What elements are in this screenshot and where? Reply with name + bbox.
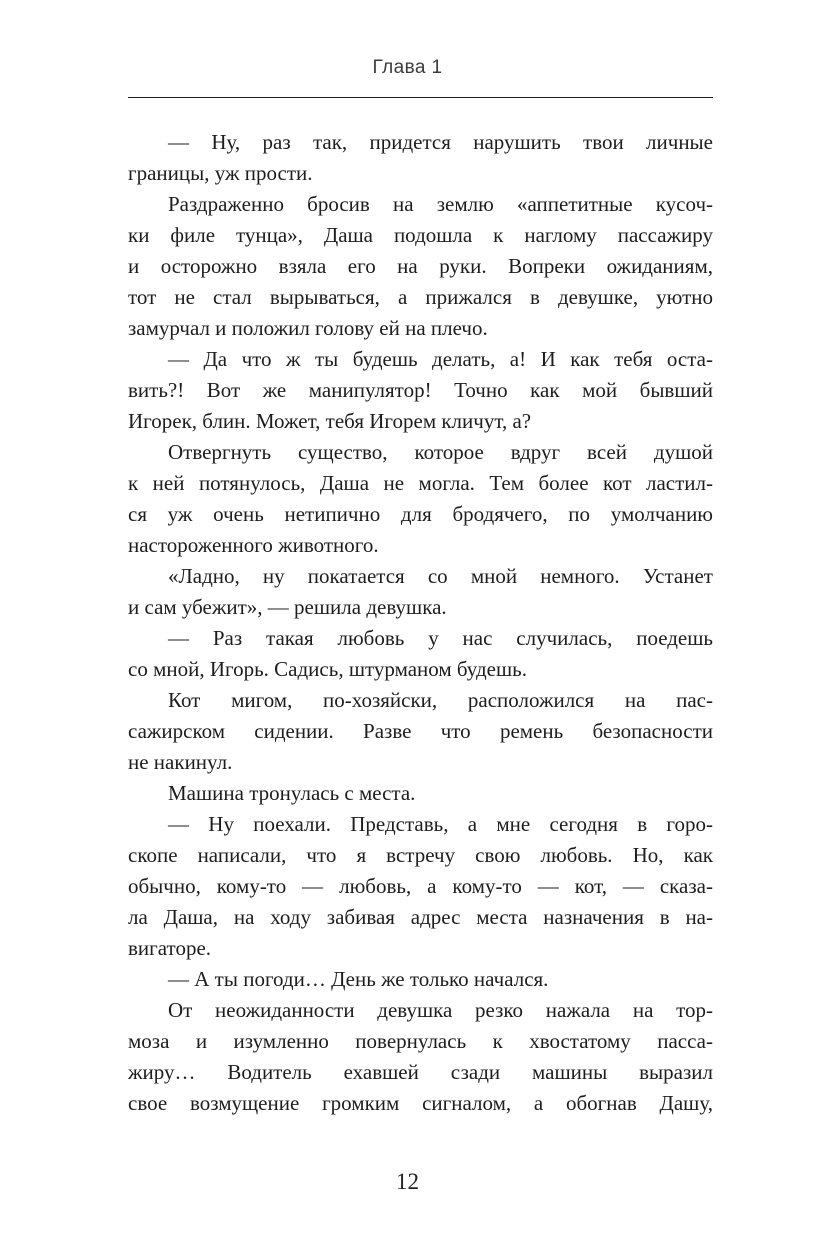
text-line: сажирском сидении. Разве что ремень безопасности — [128, 719, 713, 743]
text-line: настороженного животного. — [128, 533, 379, 557]
paragraph — [128, 964, 713, 995]
paragraph — [128, 561, 713, 623]
text-line: — А ты погоди… День же только начался. — [168, 967, 549, 991]
text-line: — Раз такая любовь у нас случилась, поедешь — [168, 626, 713, 650]
text-line: ла Даша, на ходу забивая адрес места назначения в на- — [128, 905, 713, 929]
text-line: скопе написали, что я встречу свою любовь. Но, как — [128, 843, 713, 867]
text-line: вить?! Вот же манипулятор! Точно как мой бывший — [128, 378, 713, 402]
text-line: и сам убежит», — решила девушка. — [128, 595, 447, 619]
page-number: 12 — [396, 1169, 419, 1194]
text-line: Игорек, блин. Может, тебя Игорем кличут, а? — [128, 409, 532, 433]
text-line: Отвергнуть существо, которое вдруг всей душой — [168, 440, 713, 464]
text-line: От неожиданности девушка резко нажала на тор- — [168, 998, 713, 1022]
text-line: границы, уж прости. — [128, 161, 313, 185]
paragraph — [128, 995, 713, 1119]
chapter-header: Глава 1 — [372, 57, 443, 78]
text-line: свое возмущение громким сигналом, а обогнав Дашу, — [128, 1091, 713, 1115]
paragraph — [128, 623, 713, 685]
text-line: и осторожно взяла его на руки. Вопреки ожиданиям, — [128, 254, 713, 278]
text-line: Машина тронулась с места. — [168, 781, 416, 805]
text-line: жиру… Водитель ехавшей сзади машины выразил — [128, 1060, 713, 1084]
text-line: тот не стал вырываться, а прижался в девушке, уютно — [128, 285, 713, 309]
text-line: ки филе тунца», Даша подошла к наглому пассажиру — [128, 223, 713, 247]
paragraph — [128, 778, 713, 809]
text-line: вигаторе. — [128, 936, 212, 960]
text-line: ся уж очень нетипично для бродячего, по умолчанию — [128, 502, 713, 526]
text-block — [128, 127, 713, 1119]
paragraph — [128, 437, 713, 561]
text-line: — Ну, раз так, придется нарушить твои личные — [168, 130, 713, 154]
text-line: — Да что ж ты будешь делать, а! И как тебя оста- — [168, 347, 713, 371]
paragraph — [128, 685, 713, 778]
text-line: к ней потянулось, Даша не могла. Тем более кот ластил- — [128, 471, 713, 495]
text-line: — Ну поехали. Представь, а мне сегодня в горо- — [168, 812, 713, 836]
text-line: со мной, Игорь. Садись, штурманом будешь. — [128, 657, 527, 681]
text-line: обычно, кому-то — любовь, а кому-то — кот, — сказа- — [128, 874, 713, 898]
paragraph — [128, 809, 713, 964]
paragraph — [128, 189, 713, 344]
paragraph — [128, 344, 713, 437]
text-line: «Ладно, ну покатается со мной немного. Устанет — [168, 564, 713, 588]
paragraph — [128, 127, 713, 189]
text-line: моза и изумленно повернулась к хвостатому пасса- — [128, 1029, 713, 1053]
header-rule-divider — [128, 97, 713, 98]
text-line: замурчал и положил голову ей на плечо. — [128, 316, 488, 340]
text-line: не накинул. — [128, 750, 233, 774]
text-line: Раздраженно бросив на землю «аппетитные кусоч- — [168, 192, 713, 216]
text-line: Кот мигом, по-хозяйски, расположился на пас- — [168, 688, 713, 712]
